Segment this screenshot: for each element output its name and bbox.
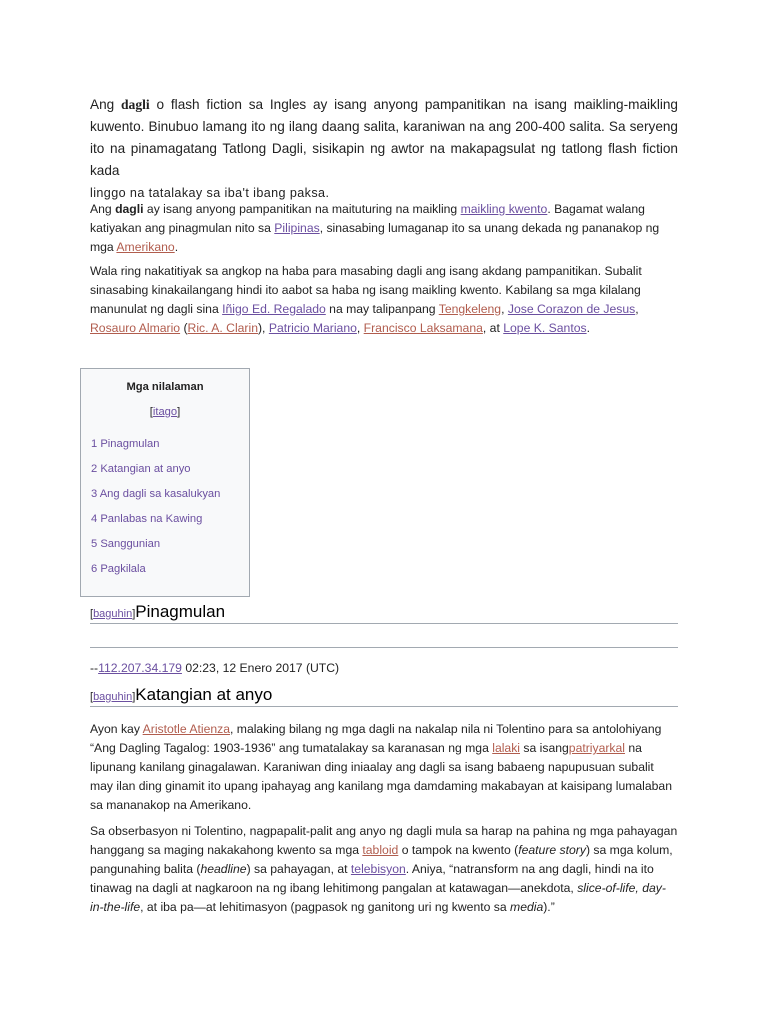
text: , [501, 302, 508, 316]
edit-section-link [90, 608, 135, 620]
intro-text: o flash fiction sa Ingles ay isang anyong pampanitikan na isang maikling-maikling kuwento. Binubuo lamang ito ng ilang daang salita, karaniwan na ang 200-400 salita. Sa seryeng ito na pinamagatang Tatlong Dagli, sisikapin ng awtor na makapagsulat ng tatlong flash fiction kada [90, 97, 678, 178]
text: Sa obserbasyon ni Tolentino, nagpapalit-palit ang anyo ng dagli mula sa harap na pahina ng mga pahayagan hanggang sa maging nakakahong kwento sa mga [90, 824, 678, 857]
link-telebisyon[interactable]: telebisyon [350, 862, 406, 876]
intro-paragraph [90, 94, 678, 204]
toc-item-sanggunian[interactable] [91, 538, 249, 552]
text: . [174, 240, 179, 254]
bracket: ] [177, 406, 181, 418]
toc-title: Mga nilalaman [126, 381, 204, 393]
toc-item-pinagmulan[interactable] [91, 438, 249, 452]
text: -- [90, 661, 99, 675]
link-pilipinas[interactable]: Pilipinas [274, 221, 320, 235]
italic-text: slice-of-life, day-in-the-life [90, 881, 666, 914]
link-amerikano[interactable]: Amerikano [116, 240, 175, 254]
text: , [356, 321, 364, 335]
bracket: [ [90, 691, 94, 703]
text: ) sa mga kolum, pangunahing balita ( [90, 843, 673, 876]
text: ) sa pahayagan, at [246, 862, 351, 876]
italic-text: feature story [518, 843, 586, 857]
toc-list [91, 438, 249, 577]
bold-term: dagli [115, 202, 144, 216]
bracket: [ [90, 608, 94, 620]
edit-link[interactable]: baguhin [93, 608, 133, 620]
text: ), [257, 321, 269, 335]
link-lalaki[interactable]: lalaki [492, 741, 521, 755]
link-aristotle-atienza[interactable]: Aristotle Atienza [142, 722, 231, 736]
toc-item-panlabas[interactable] [91, 513, 249, 527]
text: . Aniya, “natransform na ang dagli, hindi na ito tinawag na dagli at nagkaroon na ng ibang lehitimong pangalan at katawagan—anekdota, [90, 862, 654, 895]
text: , malaking bilang ng mga dagli na nakalap nila ni Tolentino para sa antolohiyang “Ang Dagling Tagalog: 1903-1936” ang tumatalakay sa karanasan ng mga [90, 722, 662, 755]
toc-item-label: 2 Katangian at anyo [91, 463, 191, 475]
table-of-contents [80, 368, 250, 597]
intro-last-line: linggo na tatalakay sa iba't ibang paksa. [90, 186, 330, 200]
horizontal-rule [90, 647, 678, 648]
paragraph-definition [90, 200, 678, 257]
signature-timestamp: 02:23, 12 Enero 2017 (UTC) [181, 661, 340, 675]
section-title: Pinagmulan [135, 602, 226, 621]
bracket: ] [132, 691, 136, 703]
toc-item-katangian[interactable] [91, 463, 249, 477]
section-title: Katangian at anyo [135, 685, 273, 704]
toc-hide-toggle [91, 406, 249, 418]
text: , at [482, 321, 504, 335]
toc-item-label: 1 Pinagmulan [91, 438, 160, 450]
link-tengkeleng[interactable]: Tengkeleng [438, 302, 502, 316]
link-rosauro-almario[interactable]: Rosauro Almario [90, 321, 181, 335]
text: na may talipanpang [325, 302, 439, 316]
link-inigo-regalado[interactable]: Iñigo Ed. Regalado [222, 302, 326, 316]
text: Wala ring nakatitiyak sa angkop na haba para masabing dagli ang isang akdang pampanitikan. Subalit sinasabing kinakailangang hindi ito aabot sa haba ng isang maikling kwento. Kabilang sa mga kilalang manunulat ng dagli sina [90, 264, 642, 316]
paragraph-atienza [90, 720, 678, 815]
text: Ang [90, 202, 116, 216]
text: Ayon kay [90, 722, 143, 736]
link-patriyarkal[interactable]: patriyarkal [568, 741, 626, 755]
user-signature [90, 661, 339, 675]
link-jose-corazon-de-jesus[interactable]: Jose Corazon de Jesus [507, 302, 636, 316]
text: , at iba pa—at lehitimasyon (pagpasok ng ganitong uri ng kwento sa [140, 900, 511, 914]
link-maikling-kwento[interactable]: maikling kwento [460, 202, 548, 216]
toc-item-pagkilala[interactable] [91, 563, 249, 577]
intro-bold-term: dagli [121, 97, 150, 112]
text: , [635, 302, 639, 316]
bracket: ] [132, 608, 136, 620]
italic-text: media [510, 900, 544, 914]
text: ( [180, 321, 188, 335]
bracket: [ [149, 406, 153, 418]
paragraph-tolentino [90, 822, 678, 917]
toc-item-label: 6 Pagkilala [91, 563, 146, 575]
toc-hide-link[interactable]: itago [152, 406, 178, 418]
text: sa isang [520, 741, 569, 755]
toc-item-label: 3 Ang dagli sa kasalukyan [91, 488, 221, 500]
link-patricio-mariano[interactable]: Patricio Mariano [268, 321, 357, 335]
text: . Bagamat walang katiyakan ang pinagmulan nito sa [90, 202, 645, 235]
text: na lipunang kanilang ginagalawan. Karaniwan ding iniaalay ang dagli sa isang babaeng napupusuan subalit may ilan ding ginamit ito upang ipahayag ang kanilang mga damdaming makabayan at kaisipang lumalaban sa mananakop na Amerikano. [90, 741, 672, 812]
section-heading-katangian [90, 685, 678, 707]
text: ay isang anyong pampanitikan na maituturing na maikling [143, 202, 461, 216]
toc-item-label: 5 Sanggunian [91, 538, 161, 550]
link-lope-santos[interactable]: Lope K. Santos [503, 321, 587, 335]
text: . [586, 321, 590, 335]
text: ).” [543, 900, 555, 914]
text: o tampok na kwento ( [398, 843, 519, 857]
link-ric-clarin[interactable]: Ric. A. Clarin [187, 321, 258, 335]
italic-text: headline [200, 862, 247, 876]
link-tabloid[interactable]: tabloid [362, 843, 399, 857]
edit-link[interactable]: baguhin [93, 691, 133, 703]
toc-item-kasalukyan[interactable] [91, 488, 249, 502]
intro-text: Ang [90, 97, 121, 112]
toc-item-label: 4 Panlabas na Kawing [91, 513, 203, 525]
link-ip-address[interactable]: 112.207.34.179 [98, 661, 182, 675]
edit-section-link [90, 691, 135, 703]
link-francisco-laksamana[interactable]: Francisco Laksamana [363, 321, 483, 335]
text: , sinasabing lumaganap ito sa unang dekada ng pananakop ng mga [90, 221, 660, 254]
paragraph-writers [90, 262, 678, 338]
section-heading-pinagmulan [90, 602, 678, 624]
